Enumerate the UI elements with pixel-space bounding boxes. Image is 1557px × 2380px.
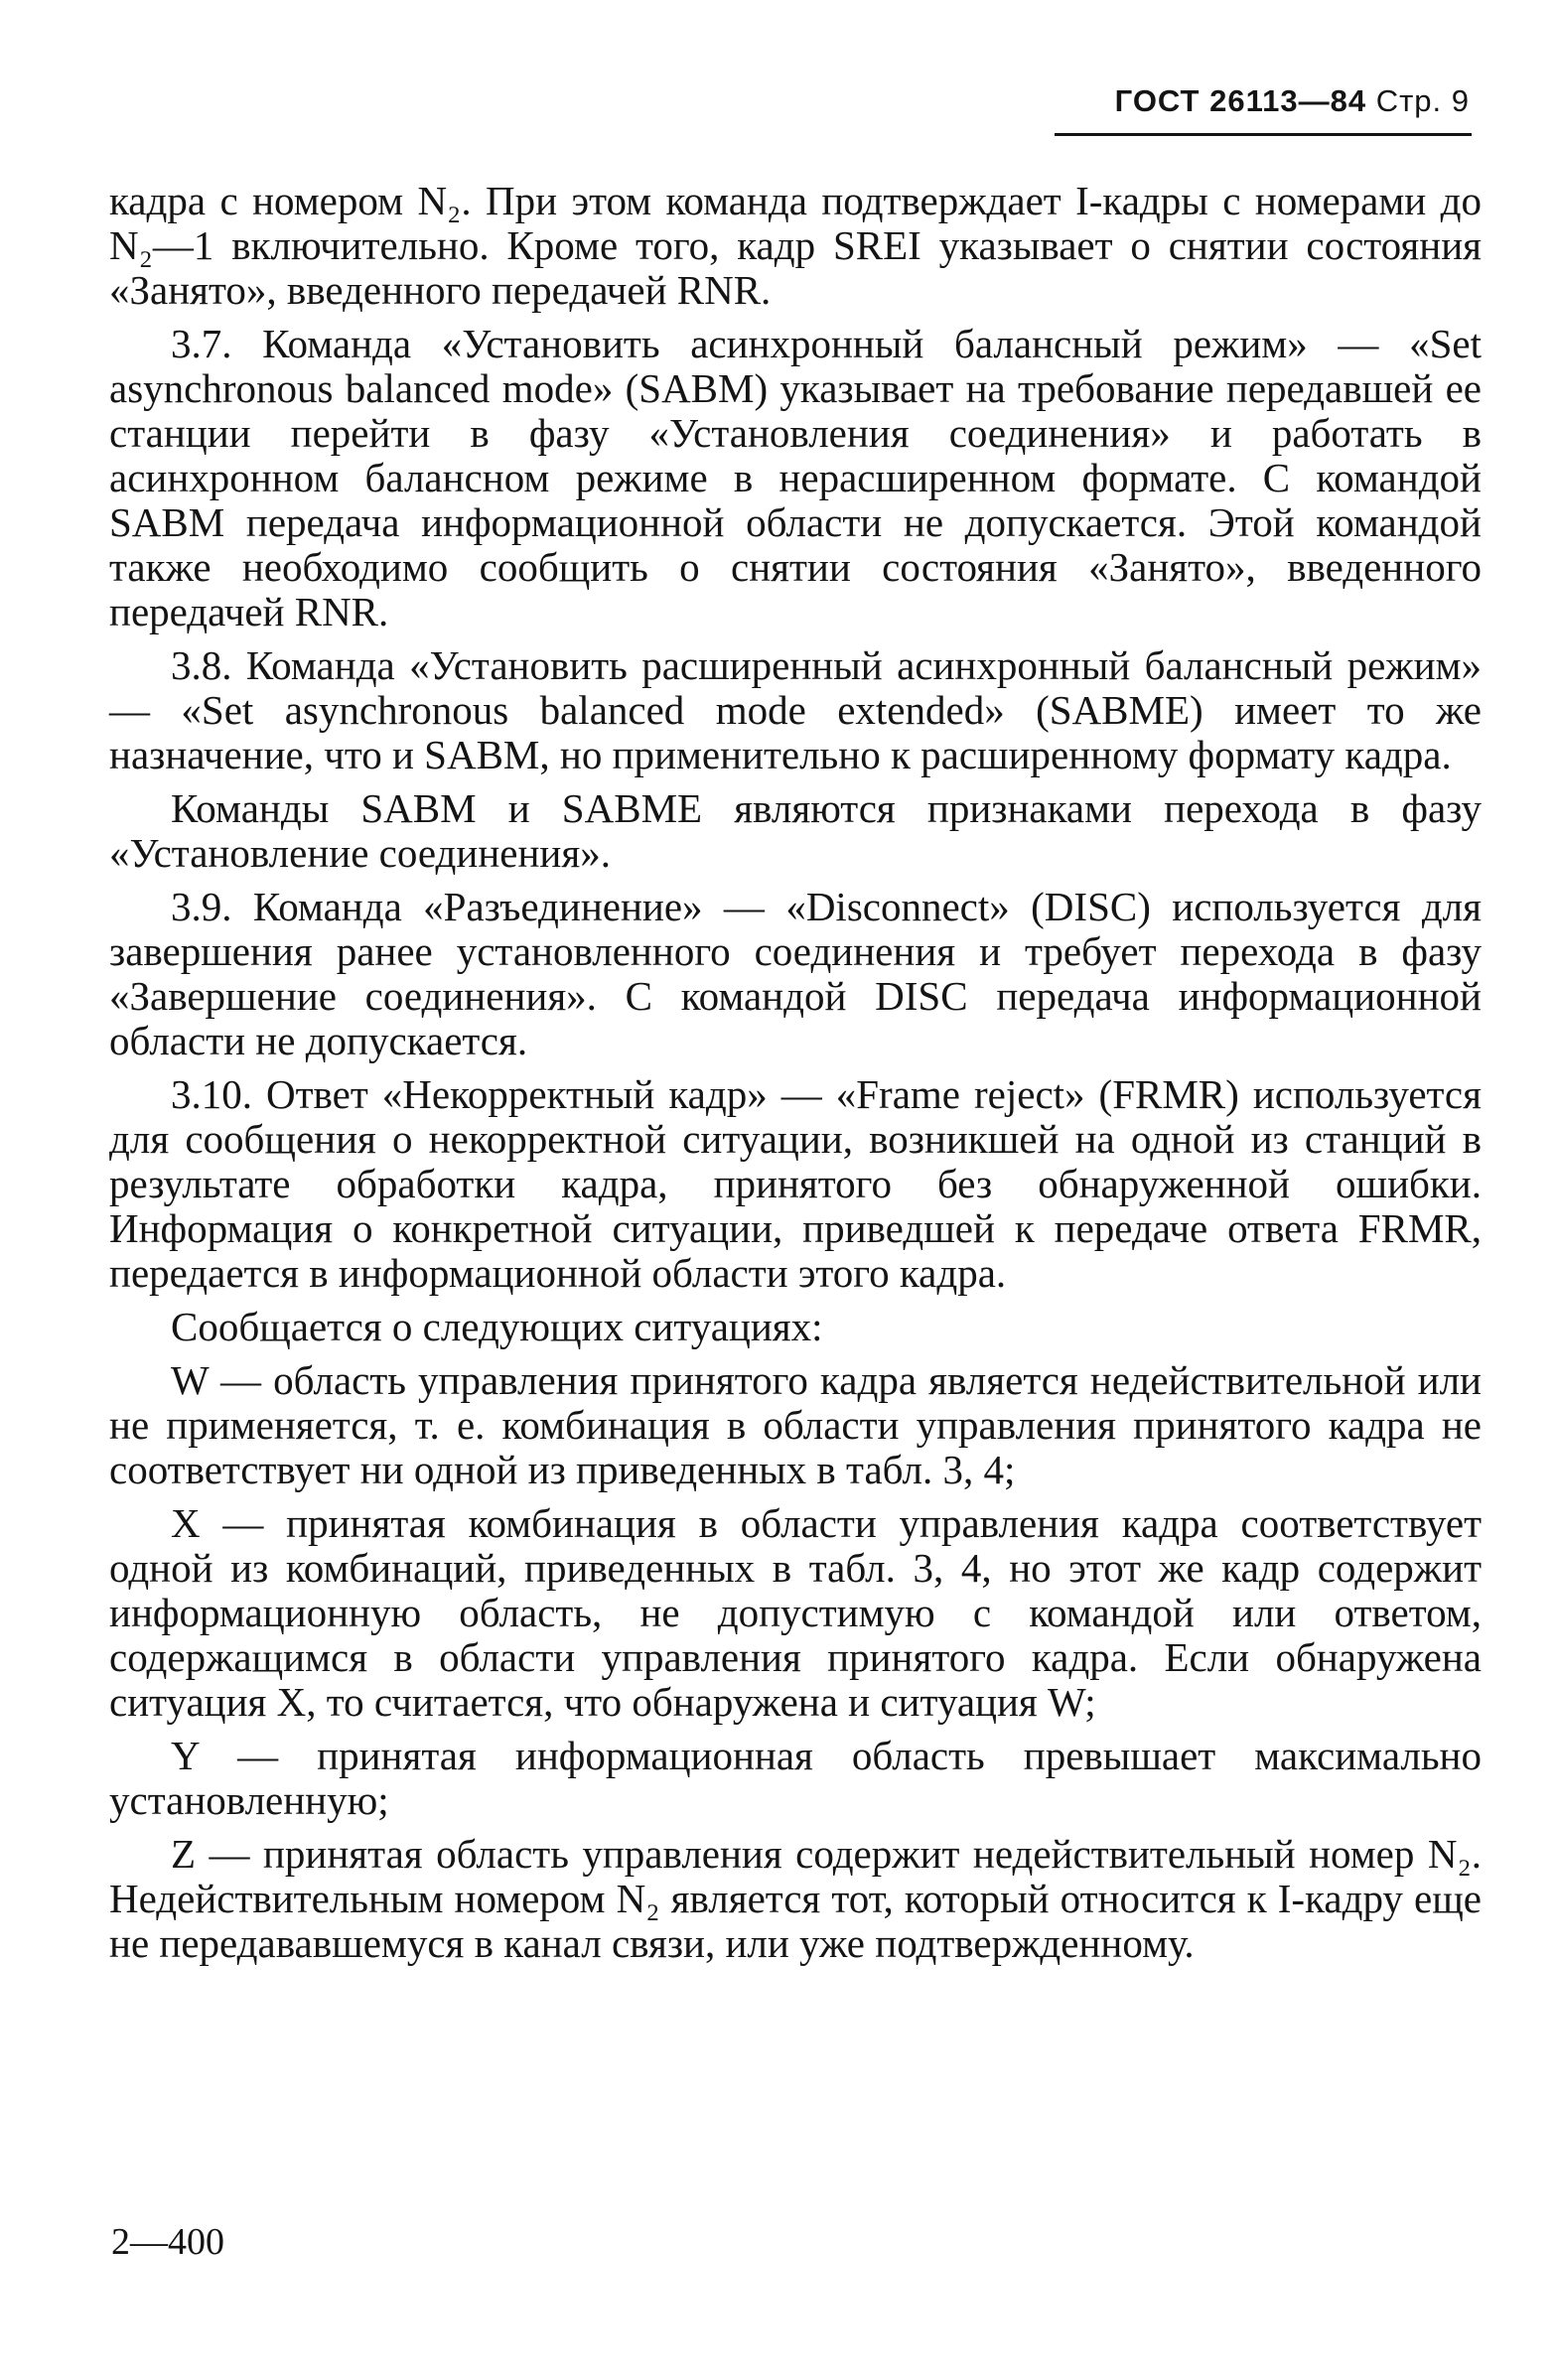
paragraph-situation-x: X — принятая комбинация в области управления кадра соответствует одной из комбинаций, приведенных в табл. 3, 4, но этот же кадр содержит информационную область, не допустимую с командой или ответом, содержащимся в области управления принятого кадра. Если обнаружена ситуация X, то считается, что обнаружена и ситуация W; (109, 1500, 1482, 1725)
paragraph-3-10: 3.10. Ответ «Некорректный кадр» — «Frame reject» (FRMR) используется для сообщения о некорректной ситуации, возникшей на одной из станций в результате обработки кадра, принятого без обнаруженной ошибки. Информация о конкретной ситуации, приведшей к передаче ответа FRMR, передается в информационной области этого кадра. (109, 1071, 1482, 1296)
paragraph-situation-y: Y — принятая информационная область превышает максимально установленную; (109, 1733, 1482, 1823)
standard-number: ГОСТ 26113—84 (1114, 83, 1367, 118)
paragraph-3-9: 3.9. Команда «Разъединение» — «Disconnect» (DISC) используется для завершения ранее установленного соединения и требует перехода в фазу «Завершение соединения». С командой DISC передача информационной области не допускается. (109, 884, 1482, 1063)
paragraph-3-8: 3.8. Команда «Установить расширенный асинхронный балансный режим» — «Set asynchronous balanced mode extended» (SABME) имеет то же назначение, что и SABM, но применительно к расширенному формату кадра. (109, 642, 1482, 777)
page-number: Стр. 9 (1375, 83, 1470, 118)
paragraph-situation-z: Z — принятая область управления содержит недействительный номер N₂. Недействительным номером N₂ является тот, который относится к I-кадру еще не передававшемуся в канал связи, или уже подтвержденному. (109, 1831, 1482, 1966)
paragraph-situations-intro: Сообщается о следующих ситуациях: (171, 1304, 823, 1349)
paragraph-3-7: 3.7. Команда «Установить асинхронный балансный режим» — «Set asynchronous balanced mode» (SABM) указывает на требование передавшей ее станции перейти в фазу «Установления соединения» и работать в асинхронном балансном режиме в нерасширенном формате. С командой SABM передача информационной области не допускается. Этой командой также необходимо сообщить о снятии состояния «Занято», введенного передачей RNR. (109, 321, 1482, 634)
paragraph-situation-w: W — область управления принятого кадра является недействительной или не применяется, т. е. комбинация в области управления принятого кадра не соответствует ни одной из приведенных в табл. 3, 4; (109, 1357, 1482, 1492)
page-header (1053, 83, 1470, 135)
paragraph-sabm-note: Команды SABM и SABME являются признаками перехода в фазу «Установление соединения». (109, 785, 1482, 876)
sheet-code: 2—400 (111, 2221, 224, 2263)
paragraph-continuation: кадра с номером N₂. При этом команда подтверждает I-кадры с номерами до N₂—1 включительно. Кроме того, кадр SREI указывает о снятии состояния «Занято», введенного передачей RNR. (109, 178, 1482, 313)
page-body (109, 179, 1482, 1975)
header-rule (1055, 133, 1472, 136)
